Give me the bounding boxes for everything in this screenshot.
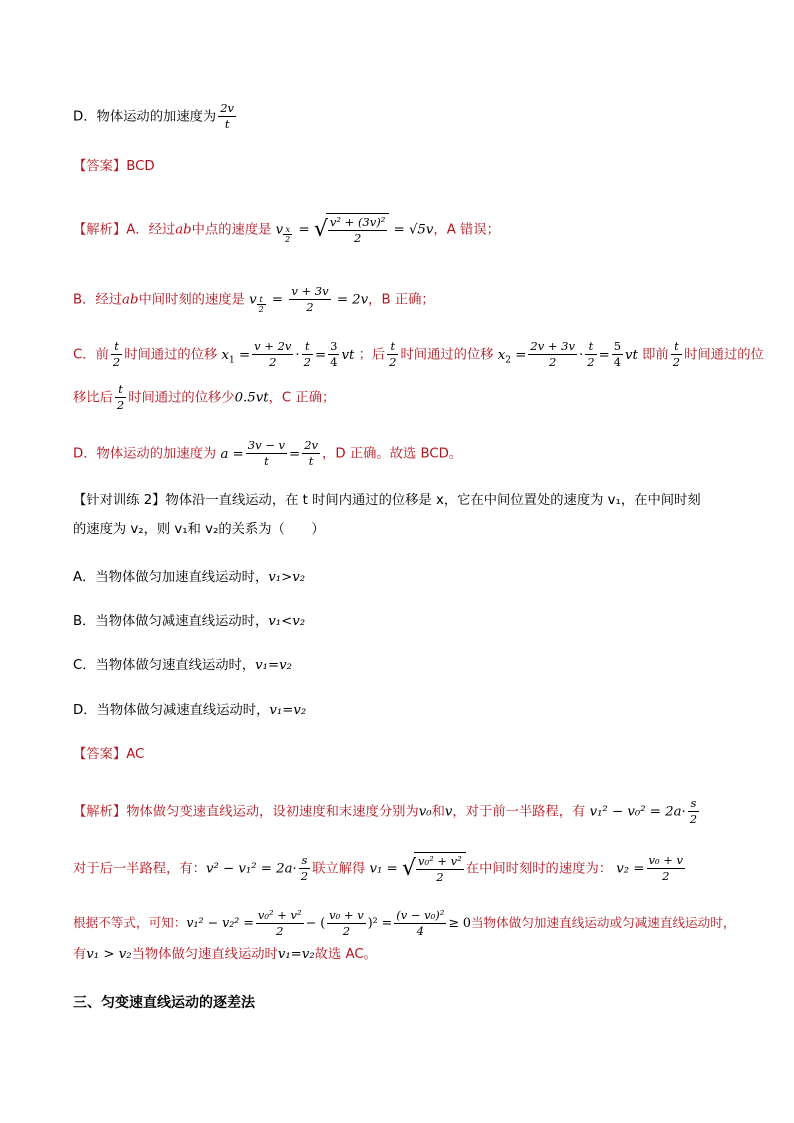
- analysis-b: B．经过ab中间时刻的速度是 v $\frac{t}{2}$ = $\frac{v + 3v}{2}$ = 2v，B 正确；: [73, 284, 435, 314]
- fraction: $\frac{2v}{t}$: [220, 101, 235, 131]
- analysis-2-line3: 根据不等式，可知：v₁² − v₂² = $\frac{\text{v₀² + v²}}{2}$ − ( $\frac{\text{v₀ + v}}{2}$ )² = $\frac{\text{(v − v₀)²}}{4}$ ≥ 0当物体做匀加速直线运动或匀减速直线运动时，: [73, 908, 736, 938]
- analysis-a: 【解析】A．经过ab中点的速度是 v $\frac{x}{2}$ = √ $\frac{\text{v² + (3v)²}}{2}$ = √5v，A 错误；: [73, 215, 500, 245]
- analysis-d: D．物体运动的加速度为 a = $\frac{3v - v}{t}$ = $\frac{2v}{t}$ ，D 正确。故选 BCD。: [73, 438, 463, 468]
- analysis-2-line4: 有v₁ > v₂当物体做匀速直线运动时v₁=v₂故选 AC。: [73, 947, 377, 962]
- item-d-text: D．物体运动的加速度为: [73, 109, 217, 125]
- option-d: D．当物体做匀减速直线运动时，v₁=v₂: [73, 703, 307, 718]
- analysis-c-line1: C．前 $\frac{t}{2}$ 时间通过的位移 $x_1$ = $\frac{v + 2v}{2}$ · $\frac{t}{2}$ = $\frac{3}{4}$ vt ；后 $\frac{t}{2}$ 时间通过的位移 $x_2$ = $\frac{2v + 3v}{2}$ · $\frac{t}{2}$ = $\frac{5}{4}$ vt 即前 $\frac{t}{2}$ 时间通过的位: [73, 339, 764, 369]
- section-3-title: 三、匀变速直线运动的逐差法: [73, 995, 255, 1011]
- drill-2-question-line1: 【针对训练 2】物体沿一直线运动，在 t 时间内通过的位移是 x，它在中间位置处的速度为 v₁，在中间时刻: [73, 493, 701, 508]
- analysis-c-line2: 移比后 $\frac{t}{2}$ 时间通过的位移少0.5vt，C 正确；: [73, 382, 336, 412]
- option-a: A．当物体做匀加速直线运动时，v₁>v₂: [73, 570, 306, 585]
- square-root: √ $\frac{\text{v₀² + v²}}{2}$: [402, 852, 466, 885]
- answer-2: 【答案】AC: [73, 747, 145, 762]
- option-b: B．当物体做匀减速直线运动时，v₁<v₂: [73, 614, 306, 629]
- analysis-2-line2: 对于后一半路程，有：v² − v₁² = 2a· $\frac{s}{2}$ 联立解得 v₁ = √ $\frac{\text{v₀² + v²}}{2}$ 在中间时刻时的速度为： v₂ = $\frac{\text{v₀ + v}}{2}$: [73, 853, 684, 884]
- drill-2-question-line2: 的速度为 v₂，则 v₁和 v₂的关系为（ ）: [73, 522, 325, 537]
- option-c: C．当物体做匀速直线运动时，v₁=v₂: [73, 658, 292, 673]
- analysis-2-line1: 【解析】物体做匀变速直线运动，设初速度和末速度分别为v₀和v，对于前一半路程，有 v₁² − v₀² = 2a· $\frac{s}{2}$: [73, 796, 698, 826]
- item-d-previous: [73, 101, 238, 132]
- square-root: √ $\frac{\text{v² + (3v)²}}{2}$: [314, 213, 389, 246]
- answer-1: 【答案】BCD: [73, 159, 155, 174]
